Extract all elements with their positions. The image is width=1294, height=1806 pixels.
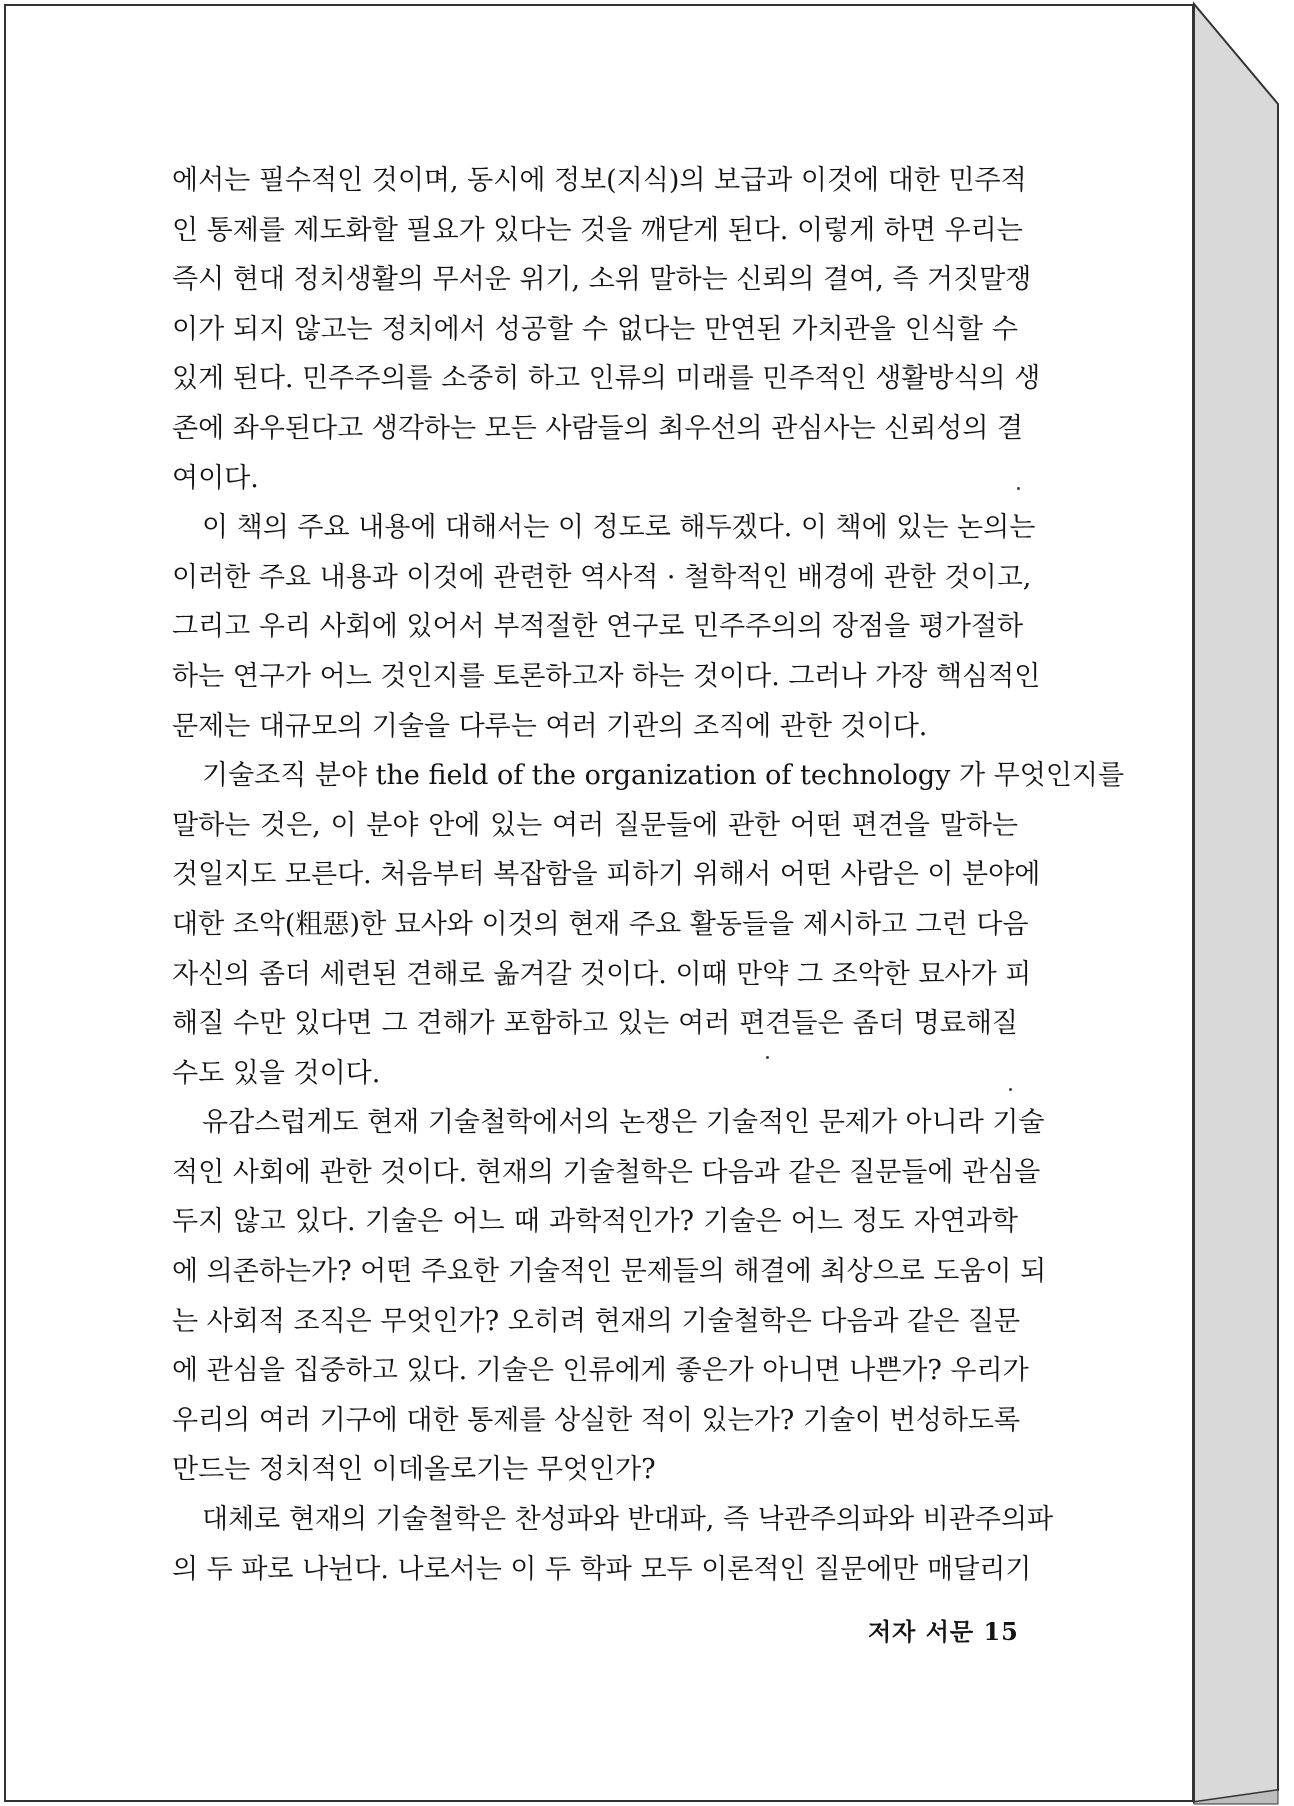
- page-number: 15: [983, 1617, 1019, 1646]
- text-line: 말하는 것은, 이 분야 안에 있는 여러 질문들에 관한 어떤 편견을 말하는: [172, 809, 1018, 841]
- text-line: 있게 된다. 민주주의를 소중히 하고 인류의 미래를 민주적인 생활방식의 생: [172, 363, 1041, 395]
- text-line: 대한 조악(粗惡)한 묘사와 이것의 현재 주요 활동들을 제시하고 그런 다음: [172, 908, 1029, 940]
- text-line: 의 두 파로 나뉜다. 나로서는 이 두 학파 모두 이론적인 질문에만 매달리기: [172, 1553, 1032, 1585]
- body-text: [172, 156, 1125, 1594]
- text-line: 유감스럽게도 현재 기술철학에서의 논쟁은 기술적인 문제가 아니라 기술: [202, 1107, 1045, 1139]
- text-line: 존에 좌우된다고 생각하는 모든 사람들의 최우선의 관심사는 신뢰성의 결: [172, 412, 1024, 444]
- text-line: 우리의 여러 기구에 대한 통제를 상실한 적이 있는가? 기술이 번성하도록: [172, 1404, 1021, 1436]
- text-line: 기술조직 분야 the field of the organization of technology 가 무엇인지를: [202, 760, 1125, 792]
- text-line: 대체로 현재의 기술철학은 찬성파와 반대파, 즉 낙관주의파와 비관주의파: [202, 1504, 1054, 1536]
- print-speck: [1009, 1088, 1012, 1091]
- text-line: 자신의 좀더 세련된 견해로 옮겨갈 것이다. 이때 만약 그 조악한 묘사가 피: [172, 958, 1032, 990]
- text-line: 만드는 정치적인 이데올로기는 무엇인가?: [172, 1454, 656, 1486]
- text-line: 두지 않고 있다. 기술은 어느 때 과학적인가? 기술은 어느 정도 자연과학: [172, 1206, 1018, 1238]
- text-line: 하는 연구가 어느 것인지를 토론하고자 하는 것이다. 그러나 가장 핵심적인: [172, 660, 1041, 692]
- text-line: 문제는 대규모의 기술을 다루는 여러 기관의 조직에 관한 것이다.: [172, 710, 928, 742]
- text-line: 인 통제를 제도화할 필요가 있다는 것을 깨닫게 된다. 이렇게 하면 우리는: [172, 214, 1023, 246]
- running-head: 저자 서문: [868, 1617, 975, 1646]
- text-line: 것일지도 모른다. 처음부터 복잡함을 피하기 위해서 어떤 사람은 이 분야에: [172, 859, 1041, 891]
- text-line: 이러한 주요 내용과 이것에 관련한 역사적 · 철학적인 배경에 관한 것이고,: [172, 561, 1032, 593]
- text-line: 즉시 현대 정치생활의 무서운 위기, 소위 말하는 신뢰의 결여, 즉 거짓말쟁: [172, 264, 1032, 296]
- text-line: 해질 수만 있다면 그 견해가 포함하고 있는 여러 편견들은 좀더 명료해질: [172, 1008, 1018, 1040]
- text-line: 이가 되지 않고는 정치에서 성공할 수 없다는 만연된 가치관을 인식할 수: [172, 313, 1018, 345]
- text-line: 는 사회적 조직은 무엇인가? 오히려 현재의 기술철학은 다음과 같은 질문: [172, 1305, 1021, 1337]
- print-speck: [1017, 487, 1020, 490]
- text-line: 그리고 우리 사회에 있어서 부적절한 연구로 민주주의의 장점을 평가절하: [172, 611, 1024, 643]
- page-footer: [868, 1612, 1019, 1647]
- text-line: 여이다.: [172, 462, 259, 494]
- print-speck: [766, 1056, 769, 1059]
- text-line: 적인 사회에 관한 것이다. 현재의 기술철학은 다음과 같은 질문들에 관심을: [172, 1156, 1041, 1188]
- text-line: 에 관심을 집중하고 있다. 기술은 인류에게 좋은가 아니면 나쁜가? 우리가: [172, 1355, 1029, 1387]
- text-line: 에 의존하는가? 어떤 주요한 기술적인 문제들의 해결에 최상으로 도움이 되: [172, 1256, 1047, 1288]
- text-line: 이 책의 주요 내용에 대해서는 이 정도로 해두겠다. 이 책에 있는 논의는: [202, 512, 1036, 544]
- text-line: 수도 있을 것이다.: [172, 1057, 381, 1089]
- text-line: 에서는 필수적인 것이며, 동시에 정보(지식)의 보급과 이것에 대한 민주적: [172, 165, 1027, 196]
